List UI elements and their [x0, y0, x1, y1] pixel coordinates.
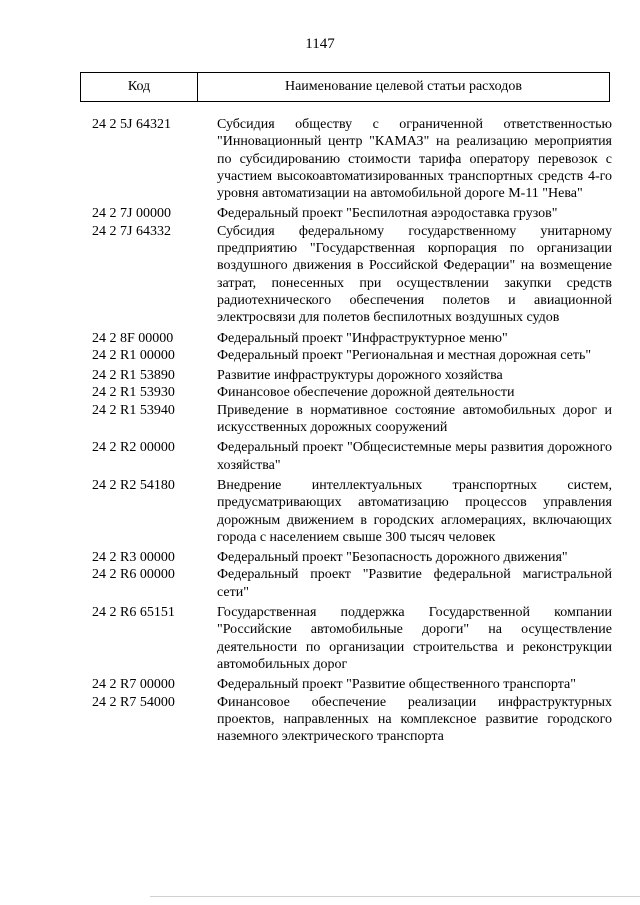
table-body — [80, 116, 612, 745]
table-row — [80, 116, 612, 202]
table-row — [80, 676, 612, 693]
row-code: 24 2 R3 00000 — [92, 550, 175, 566]
table-row — [80, 694, 612, 746]
row-code: 24 2 R1 53940 — [92, 402, 175, 418]
row-name: Федеральный проект "Безопасность дорожного движения" — [217, 550, 568, 566]
table-row — [80, 205, 612, 222]
table-row — [80, 439, 612, 474]
table-row — [80, 223, 612, 327]
row-code: 24 2 7J 64332 — [92, 223, 171, 239]
table-row — [80, 384, 612, 401]
page-number: 1147 — [305, 36, 335, 52]
row-code: 24 2 R2 00000 — [92, 440, 175, 456]
row-name: Субсидия федеральному государственному унитарному предприятию "Государственная корпорация по организации воздушного движения в Российской Федерации" на возмещение затрат, понесенных при осуществлении закупки средств радиотехнического обеспечения полетов и авиационной электросвязи для полетов беспилотных воздушных судов — [217, 223, 612, 326]
row-name: Субсидия обществу с ограниченной ответственностью "Инновационный центр "КАМАЗ" на реализацию мероприятия по субсидированию стоимости тарифа оператору перевозок с участием высокоавтоматизированных транспортных средств 4-го уровня автоматизации на автомобильной дороге М-11 "Нева" — [217, 117, 612, 202]
row-code: 24 2 R1 53890 — [92, 368, 175, 384]
row-name: Финансовое обеспечение дорожной деятельности — [217, 385, 515, 401]
table-row — [80, 566, 612, 601]
column-header-code: Код — [81, 73, 198, 101]
row-name: Федеральный проект "Развитие общественного транспорта" — [217, 677, 576, 693]
row-code: 24 2 R7 00000 — [92, 677, 175, 693]
table-row — [80, 604, 612, 673]
table-header — [80, 72, 610, 102]
row-name: Федеральный проект "Беспилотная аэродоставка грузов" — [217, 206, 558, 222]
row-name: Федеральный проект "Региональная и местная дорожная сеть" — [217, 347, 592, 363]
row-code: 24 2 R2 54180 — [92, 477, 175, 493]
row-code: 24 2 R6 65151 — [92, 605, 175, 621]
column-header-name: Наименование целевой статьи расходов — [284, 79, 523, 94]
row-name: Развитие инфраструктуры дорожного хозяйства — [217, 368, 503, 384]
row-name: Финансовое обеспечение реализации инфраструктурных проектов, направленных на комплексное развитие городского наземного электрического транспорта — [217, 694, 612, 745]
table-row — [80, 330, 612, 347]
row-code: 24 2 R1 00000 — [92, 347, 175, 363]
row-name: Внедрение интеллектуальных транспортных систем, предусматривающих автоматизацию процессов управления дорожным движением в городских агломерациях, включающих города с населением свыше 300 тысяч человек — [217, 477, 612, 545]
row-code: 24 2 8F 00000 — [92, 330, 174, 346]
row-code: 24 2 R7 54000 — [92, 694, 175, 710]
table-row — [80, 549, 612, 566]
row-name: Федеральный проект "Инфраструктурное меню" — [217, 330, 508, 346]
row-code: 24 2 R6 00000 — [92, 567, 175, 583]
table-row — [80, 477, 612, 546]
row-code: 24 2 7J 00000 — [92, 206, 171, 222]
table-row — [80, 402, 612, 437]
row-name: Приведение в нормативное состояние автомобильных дорог и искусственных дорожных сооружений — [217, 402, 612, 436]
table-row — [80, 347, 612, 364]
row-name: Федеральный проект "Развитие федеральной магистральной сети" — [217, 567, 612, 600]
row-name: Федеральный проект "Общесистемные меры развития дорожного хозяйства" — [217, 440, 612, 473]
table-row — [80, 367, 612, 384]
row-code: 24 2 R1 53930 — [92, 385, 175, 401]
scan-edge-line — [150, 896, 640, 897]
row-name: Государственная поддержка Государственной компании "Российские автомобильные дороги" на осуществление деятельности по организации строительства и реконструкции автомобильных дорог — [217, 605, 612, 672]
row-code: 24 2 5J 64321 — [92, 117, 171, 132]
